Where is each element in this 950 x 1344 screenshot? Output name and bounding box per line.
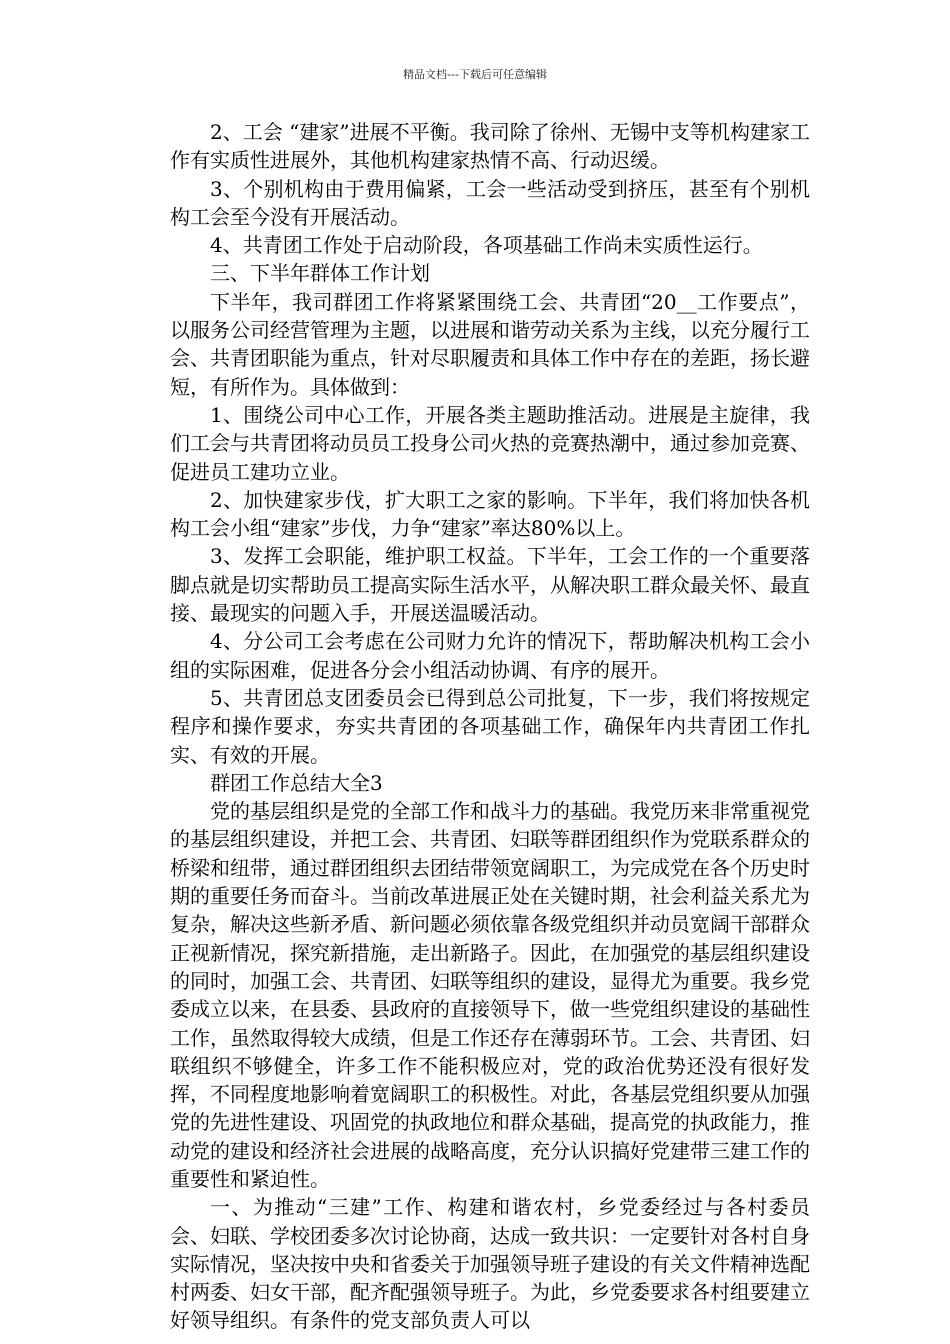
paragraph: 一、为推动“三建”工作、构建和谐农村，乡党委经过与各村委员会、妇联、学校团委多次讨论协商，达成一致共识：一定要针对各村自身实际情况，坚决按中央和省委关于加强领导班子建设的有关文件精神选配村两委、妇女干部，配齐配强领导班子。为此，乡党委要求各村组要建立好领导组织。有条件的党支部负责人可以 — [170, 1195, 810, 1333]
paragraph: 党的基层组织是党的全部工作和战斗力的基础。我党历来非常重视党的基层组织建设，并把工会、共青团、妇联等群团组织作为党联系群众的桥梁和纽带，通过群团组织去团结带领宽阔职工，为完成党在各个历史时期的重要任务而奋斗。当前改革进展正处在关键时期，社会利益关系尤为复杂，解决这些新矛盾、新问题必须依靠各级党组织并动员宽阔干部群众正视新情况，探究新措施，走出新路子。因此，在加强党的基层组织建设的同时，加强工会、共青团、妇联等组织的建设，显得尤为重要。我乡党委成立以来，在县委、县政府的直接领导下，做一些党组织建设的基础性工作，虽然取得较大成绩，但是工作还存在薄弱环节。工会、共青团、妇联组织不够健全，许多工作不能积极应对，党的政治优势还没有很好发挥，不同程度地影响着宽阔职工的积极性。对此，各基层党组织要从加强党的先进性建设、巩固党的执政地位和群众基础，提高党的执政能力，推动党的建设和经济社会进展的战略高度，充分认识搞好党建带三建工作的重要性和紧迫性。 — [170, 799, 810, 1191]
page-header: 精品文档---下载后可任意编辑 — [403, 68, 547, 81]
paragraph: 1、围绕公司中心工作，开展各类主题助推活动。进展是主旋律，我们工会与共青团将动员员工投身公司火热的竞赛热潮中，通过参加竞赛、促进员工建功立业。 — [170, 402, 810, 484]
paragraph: 3、发挥工会职能，维护职工权益。下半年，工会工作的一个重要落脚点就是切实帮助员工提高实际生活水平，从解决职工群众最关怀、最直接、最现实的问题入手，开展送温暖活动。 — [170, 544, 810, 626]
paragraph: 4、分公司工会考虑在公司财力允许的情况下，帮助解决机构工会小组的实际困难，促进各分会小组活动协调、有序的展开。 — [170, 629, 810, 682]
paragraph: 4、共青团工作处于启动阶段，各项基础工作尚未实质性运行。 — [210, 233, 763, 258]
section-heading: 三、下半年群体工作计划 — [210, 261, 430, 286]
paragraph: 2、工会 “建家”进展不平衡。我司除了徐州、无锡中支等机构建家工作有实质性进展外，其他机构建家热情不高、行动迟缓。 — [170, 120, 810, 173]
paragraph: 2、加快建家步伐，扩大职工之家的影响。下半年，我们将加快各机构工会小组“建家”步伐，力争“建家”率达80%以上。 — [170, 487, 810, 541]
section-heading: 群团工作总结大全3 — [210, 770, 383, 795]
paragraph: 5、共青团总支团委员会已得到总公司批复，下一步，我们将按规定程序和操作要求，夯实共青团的各项基础工作，确保年内共青团工作扎实、有效的开展。 — [170, 685, 810, 767]
paragraph: 下半年，我司群团工作将紧紧围绕工会、共青团“20__工作要点”，以服务公司经营管理为主题，以进展和谐劳动关系为主线，以充分履行工会、共青团职能为重点，针对尽职履责和具体工作中存在的差距，扬长避短，有所作为。具体做到： — [170, 289, 810, 399]
paragraph: 3、个别机构由于费用偏紧，工会一些活动受到挤压，甚至有个别机构工会至今没有开展活动。 — [170, 176, 810, 229]
document-body — [170, 118, 810, 1335]
